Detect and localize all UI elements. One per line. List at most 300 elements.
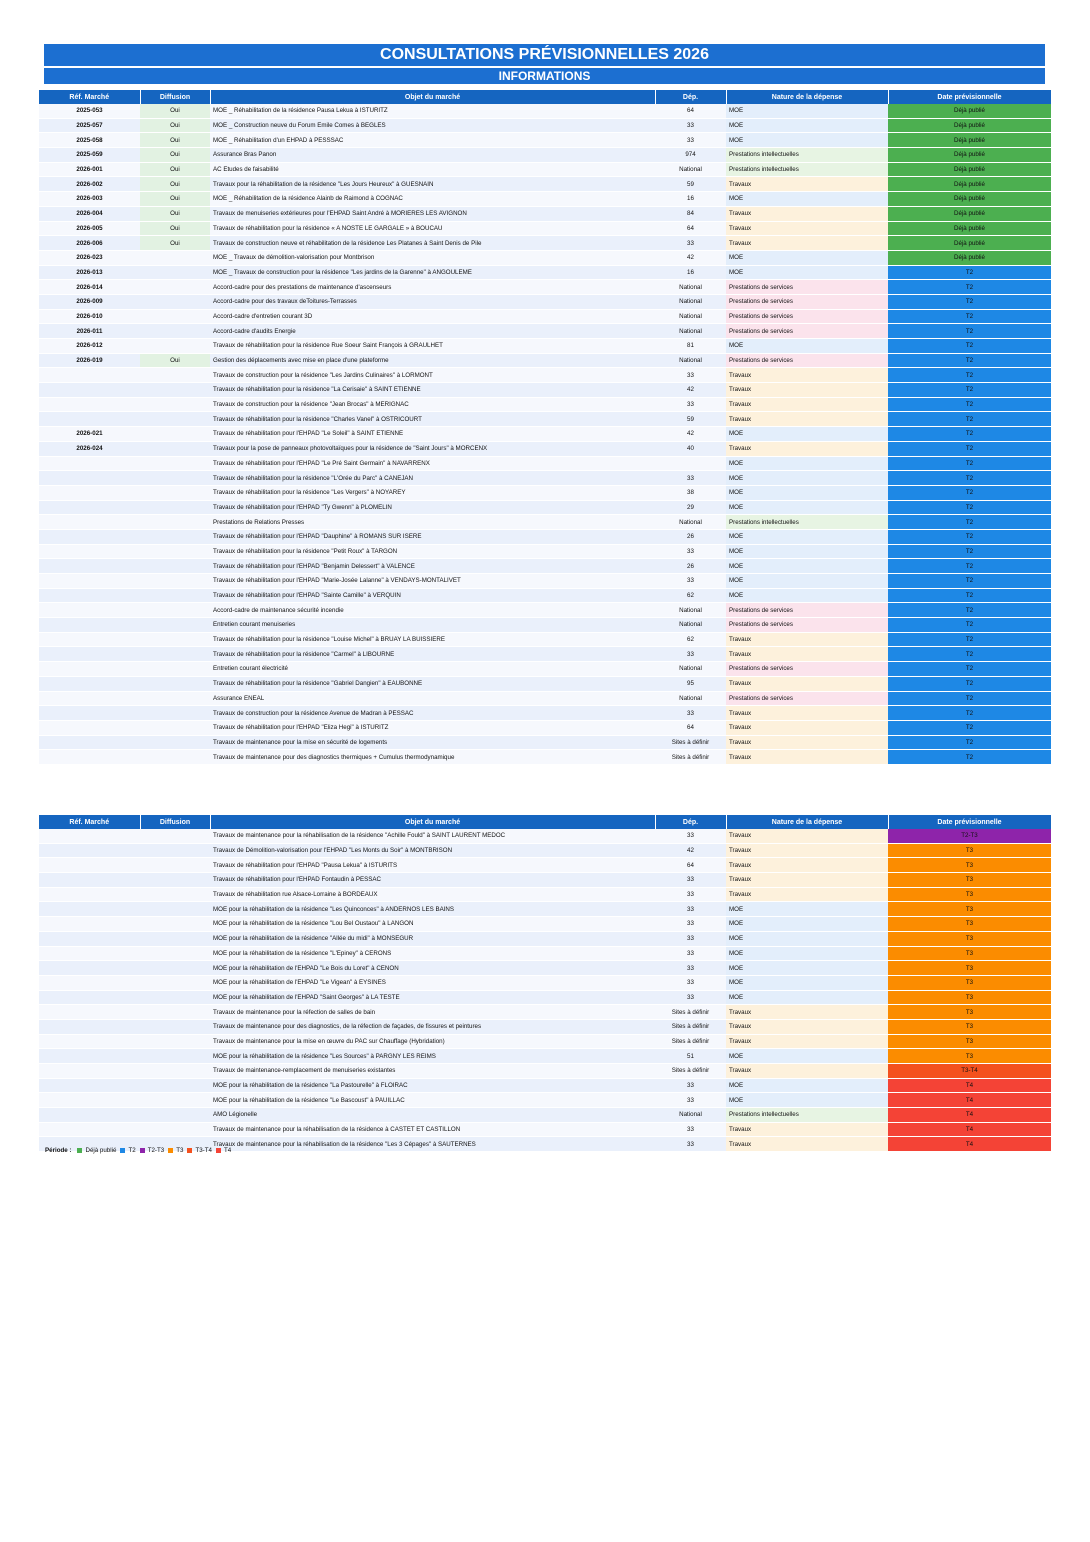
date-cell: T2 (888, 574, 1051, 589)
diffusion-cell: Oui (140, 206, 210, 221)
ref-cell (39, 632, 140, 647)
table-row[interactable] (39, 750, 1051, 765)
col-header-ref[interactable]: Réf. Marché (39, 815, 140, 829)
diffusion-cell (140, 917, 210, 932)
nature-cell: MOE (726, 961, 888, 976)
table-row[interactable] (39, 1049, 1051, 1064)
col-header-date[interactable]: Date prévisionnelle (888, 90, 1051, 104)
dep-cell: 59 (655, 412, 726, 427)
nature-cell: Travaux (726, 368, 888, 383)
date-cell: T3 (888, 1034, 1051, 1049)
objet-cell: MOE _ Réhabilitation de la résidence Pausa Lekua à ISTURITZ (210, 104, 655, 118)
table-row[interactable] (39, 676, 1051, 691)
table-row[interactable] (39, 990, 1051, 1005)
table-row[interactable] (39, 902, 1051, 917)
ref-cell (39, 990, 140, 1005)
nature-cell: Travaux (726, 676, 888, 691)
page-title: CONSULTATIONS PRÉVISIONNELLES 2026 (44, 44, 1045, 66)
objet-cell: Travaux de réhabilitation pour l'EHPAD "Eliza Hegi" à ISTURITZ (210, 720, 655, 735)
table-row[interactable] (39, 574, 1051, 589)
col-header-nature[interactable]: Nature de la dépense (726, 90, 888, 104)
col-header-diffusion[interactable]: Diffusion (140, 90, 210, 104)
table-row[interactable] (39, 917, 1051, 932)
diffusion-cell (140, 720, 210, 735)
objet-cell: Travaux de maintenance pour la réhabilisation de la résidence "Achille Fould" à SAINT LAURENT MEDOC (210, 829, 655, 843)
ref-cell (39, 397, 140, 412)
date-cell: T3 (888, 917, 1051, 932)
legend-swatch-t3t4 (187, 1148, 192, 1153)
objet-cell: Accord-cadre d'entretien courant 3D (210, 309, 655, 324)
date-cell: T2 (888, 618, 1051, 633)
table-row[interactable] (39, 735, 1051, 750)
nature-cell: Travaux (726, 1034, 888, 1049)
table-row[interactable] (39, 294, 1051, 309)
table-row[interactable] (39, 471, 1051, 486)
table-row[interactable] (39, 192, 1051, 207)
date-cell: T3 (888, 902, 1051, 917)
diffusion-cell: Oui (140, 192, 210, 207)
date-cell: T2 (888, 706, 1051, 721)
ref-cell (39, 961, 140, 976)
nature-cell: MOE (726, 1049, 888, 1064)
ref-cell (39, 1093, 140, 1108)
nature-cell: MOE (726, 946, 888, 961)
nature-cell: Prestations intellectuelles (726, 162, 888, 177)
dep-cell: National (655, 294, 726, 309)
table-row[interactable] (39, 544, 1051, 559)
dep-cell: 81 (655, 339, 726, 354)
legend-item-deja: Déjà publié (85, 1147, 117, 1154)
table-row[interactable] (39, 221, 1051, 236)
ref-cell (39, 1034, 140, 1049)
table-row[interactable] (39, 1078, 1051, 1093)
table-row[interactable] (39, 1108, 1051, 1123)
ref-cell: 2025-057 (39, 118, 140, 133)
ref-cell (39, 917, 140, 932)
table-row[interactable] (39, 427, 1051, 442)
table-row[interactable] (39, 353, 1051, 368)
date-cell: T2 (888, 588, 1051, 603)
diffusion-cell (140, 706, 210, 721)
table-row[interactable] (39, 691, 1051, 706)
diffusion-cell (140, 662, 210, 677)
objet-cell: Accord-cadre d'audits Energie (210, 324, 655, 339)
ref-cell (39, 975, 140, 990)
nature-cell: Prestations de services (726, 618, 888, 633)
table-header-row (39, 815, 1051, 829)
table-row[interactable] (39, 1019, 1051, 1034)
date-cell: T2 (888, 383, 1051, 398)
diffusion-cell (140, 383, 210, 398)
table-row[interactable] (39, 647, 1051, 662)
objet-cell: MOE pour la réhabilitation de l'EHPAD "Saint Georges" à LA TESTE (210, 990, 655, 1005)
table-row[interactable] (39, 441, 1051, 456)
dep-cell: 33 (655, 706, 726, 721)
table-row[interactable] (39, 1005, 1051, 1020)
col-header-objet[interactable]: Objet du marché (210, 90, 655, 104)
col-header-dep[interactable]: Dép. (655, 90, 726, 104)
diffusion-cell (140, 931, 210, 946)
table-row[interactable] (39, 397, 1051, 412)
objet-cell: MOE _ Travaux de démolition-valorisation pour Montbrison (210, 250, 655, 265)
ref-cell (39, 471, 140, 486)
nature-cell: MOE (726, 118, 888, 133)
ref-cell: 2025-053 (39, 104, 140, 118)
objet-cell: Travaux de réhabilitation pour l'EHPAD Fontaudin à PESSAC (210, 873, 655, 888)
dep-cell: National (655, 603, 726, 618)
date-cell: T2 (888, 691, 1051, 706)
table-row[interactable] (39, 280, 1051, 295)
col-header-nature[interactable]: Nature de la dépense (726, 815, 888, 829)
diffusion-cell (140, 1093, 210, 1108)
table-row[interactable] (39, 206, 1051, 221)
diffusion-cell (140, 975, 210, 990)
table-row[interactable] (39, 104, 1051, 118)
objet-cell: Travaux de réhabilitation pour la résidence "Carmel" à LIBOURNE (210, 647, 655, 662)
nature-cell: Travaux (726, 397, 888, 412)
dep-cell: Sites à définir (655, 1005, 726, 1020)
diffusion-cell (140, 1064, 210, 1079)
legend-swatch-t3 (168, 1148, 173, 1153)
table-row[interactable] (39, 961, 1051, 976)
table-row[interactable] (39, 236, 1051, 251)
table-row[interactable] (39, 515, 1051, 530)
objet-cell: Travaux de maintenance pour la réhabilisation de la résidence à CASTET ET CASTILLON (210, 1122, 655, 1137)
period-legend (45, 1147, 231, 1154)
objet-cell: Travaux de menuiseries extérieures pour l'EHPAD Saint André à MORIERES LES AVIGNON (210, 206, 655, 221)
objet-cell: Travaux de maintenance pour la mise en œuvre du PAC sur Chauffage (Hybridation) (210, 1034, 655, 1049)
dep-cell: 33 (655, 829, 726, 843)
table-row[interactable] (39, 456, 1051, 471)
objet-cell: Travaux de réhabilitation pour l'EHPAD "Le Soleil" à SAINT ETIENNE (210, 427, 655, 442)
dep-cell: 84 (655, 206, 726, 221)
ref-cell: 2026-010 (39, 309, 140, 324)
nature-cell: MOE (726, 427, 888, 442)
objet-cell: Gestion des déplacements avec mise en place d'une plateforme (210, 353, 655, 368)
objet-cell: Assurance ENEAL (210, 691, 655, 706)
ref-cell (39, 647, 140, 662)
dep-cell: 33 (655, 647, 726, 662)
diffusion-cell (140, 339, 210, 354)
dep-cell: National (655, 353, 726, 368)
objet-cell: Travaux de construction pour la résidence Avenue de Madran à PESSAC (210, 706, 655, 721)
nature-cell: MOE (726, 104, 888, 118)
objet-cell: Travaux pour la pose de panneaux photovoltaïques pour la résidence de "Saint Jours" à MORCENX (210, 441, 655, 456)
date-cell: T2 (888, 485, 1051, 500)
objet-cell: MOE pour la réhabilitation de la résidence "La Pastourelle" à FLOIRAC (210, 1078, 655, 1093)
nature-cell: Prestations de services (726, 662, 888, 677)
date-cell: Déjà publié (888, 250, 1051, 265)
diffusion-cell (140, 456, 210, 471)
dep-cell: National (655, 618, 726, 633)
ref-cell (39, 588, 140, 603)
nature-cell: MOE (726, 500, 888, 515)
diffusion-cell (140, 961, 210, 976)
nature-cell: Prestations de services (726, 691, 888, 706)
date-cell: T3 (888, 961, 1051, 976)
objet-cell: MOE _ Réhabilitation de la résidence Alainb de Raimond à COGNAC (210, 192, 655, 207)
table-row[interactable] (39, 485, 1051, 500)
nature-cell: Prestations intellectuelles (726, 1108, 888, 1123)
dep-cell: 33 (655, 471, 726, 486)
date-cell: T4 (888, 1108, 1051, 1123)
diffusion-cell (140, 750, 210, 765)
objet-cell: Travaux de réhabilitation pour la résidence "Petit Roux" à TARGON (210, 544, 655, 559)
dep-cell: 59 (655, 177, 726, 192)
dep-cell: 33 (655, 961, 726, 976)
nature-cell: Travaux (726, 177, 888, 192)
diffusion-cell (140, 559, 210, 574)
table-row[interactable] (39, 946, 1051, 961)
ref-cell: 2026-014 (39, 280, 140, 295)
date-cell: Déjà publié (888, 236, 1051, 251)
diffusion-cell (140, 368, 210, 383)
diffusion-cell (140, 946, 210, 961)
ref-cell (39, 706, 140, 721)
objet-cell: MOE pour la réhabilitation de la résidence "L'Epiney" à CERONS (210, 946, 655, 961)
objet-cell: Travaux de réhabilitation rue Alsace-Lorraine à BORDEAUX (210, 887, 655, 902)
objet-cell: MOE _ Travaux de construction pour la résidence "Les jardins de la Garenne" à ANGOULEME (210, 265, 655, 280)
table-row[interactable] (39, 873, 1051, 888)
dep-cell: 33 (655, 902, 726, 917)
diffusion-cell (140, 887, 210, 902)
nature-cell: MOE (726, 574, 888, 589)
table-row[interactable] (39, 858, 1051, 873)
col-header-diffusion[interactable]: Diffusion (140, 815, 210, 829)
dep-cell: 33 (655, 1093, 726, 1108)
ref-cell (39, 500, 140, 515)
ref-cell (39, 720, 140, 735)
col-header-objet[interactable]: Objet du marché (210, 815, 655, 829)
diffusion-cell (140, 647, 210, 662)
ref-cell (39, 1005, 140, 1020)
objet-cell: Travaux de maintenance pour la mise en sécurité de logements (210, 735, 655, 750)
col-header-ref[interactable]: Réf. Marché (39, 90, 140, 104)
diffusion-cell (140, 309, 210, 324)
nature-cell: Travaux (726, 383, 888, 398)
dep-cell: Sites à définir (655, 735, 726, 750)
table-row[interactable] (39, 368, 1051, 383)
diffusion-cell (140, 250, 210, 265)
dep-cell: 64 (655, 858, 726, 873)
dep-cell: 33 (655, 1078, 726, 1093)
table-row[interactable] (39, 324, 1051, 339)
table-row[interactable] (39, 265, 1051, 280)
ref-cell (39, 456, 140, 471)
diffusion-cell (140, 500, 210, 515)
diffusion-cell (140, 265, 210, 280)
nature-cell: Travaux (726, 873, 888, 888)
ref-cell (39, 1019, 140, 1034)
date-cell: T2 (888, 529, 1051, 544)
dep-cell: 42 (655, 250, 726, 265)
objet-cell: MOE pour la réhabilitation de la résidence "Allée du midi" à MONSEGUR (210, 931, 655, 946)
objet-cell: MOE _ Construction neuve du Forum Emile Comes à BEGLES (210, 118, 655, 133)
objet-cell: Accord-cadre de maintenance sécurité incendie (210, 603, 655, 618)
ref-cell: 2026-013 (39, 265, 140, 280)
table-row[interactable] (39, 309, 1051, 324)
ref-cell (39, 1064, 140, 1079)
page-subtitle: INFORMATIONS (44, 68, 1045, 84)
table-row[interactable] (39, 829, 1051, 843)
objet-cell: Travaux de réhabilitation pour la résidence "La Cerisaie" à SAINT ETIENNE (210, 383, 655, 398)
ref-cell (39, 902, 140, 917)
table-row[interactable] (39, 1093, 1051, 1108)
objet-cell: Travaux de maintenance pour des diagnostics thermiques + Cumulus thermodynamique (210, 750, 655, 765)
legend-label: Période : (45, 1147, 72, 1154)
dep-cell: 33 (655, 917, 726, 932)
ref-cell: 2026-011 (39, 324, 140, 339)
date-cell: T2 (888, 720, 1051, 735)
objet-cell: Travaux de réhabilitation pour la résidence "L'Orée du Parc" à CANEJAN (210, 471, 655, 486)
dep-cell: 42 (655, 843, 726, 858)
dep-cell: Sites à définir (655, 750, 726, 765)
date-cell: T2 (888, 471, 1051, 486)
table-row[interactable] (39, 632, 1051, 647)
table-row[interactable] (39, 250, 1051, 265)
legend-swatch-t2t3 (140, 1148, 145, 1153)
dep-cell: 62 (655, 588, 726, 603)
diffusion-cell (140, 1049, 210, 1064)
date-cell: T3 (888, 946, 1051, 961)
legend-swatch-deja (77, 1148, 82, 1153)
dep-cell: 33 (655, 931, 726, 946)
table-row[interactable] (39, 603, 1051, 618)
nature-cell: Travaux (726, 843, 888, 858)
nature-cell: MOE (726, 529, 888, 544)
table-row[interactable] (39, 662, 1051, 677)
nature-cell: Prestations intellectuelles (726, 148, 888, 163)
table-row[interactable] (39, 887, 1051, 902)
dep-cell: National (655, 309, 726, 324)
legend-item-t2: T2 (128, 1147, 136, 1154)
date-cell: T2-T3 (888, 829, 1051, 843)
dep-cell: 16 (655, 192, 726, 207)
ref-cell (39, 529, 140, 544)
date-cell: T3 (888, 887, 1051, 902)
date-cell: T2 (888, 309, 1051, 324)
diffusion-cell (140, 294, 210, 309)
objet-cell: Travaux de réhabilitation pour l'EHPAD "Ty Gwenn" à PLOMELIN (210, 500, 655, 515)
diffusion-cell: Oui (140, 118, 210, 133)
ref-cell: 2026-006 (39, 236, 140, 251)
table-row[interactable] (39, 529, 1051, 544)
diffusion-cell (140, 691, 210, 706)
table-row[interactable] (39, 177, 1051, 192)
table-row[interactable] (39, 500, 1051, 515)
diffusion-cell (140, 873, 210, 888)
objet-cell: Travaux de construction pour la résidence "Les Jardins Culinaires" à LORMONT (210, 368, 655, 383)
nature-cell: MOE (726, 975, 888, 990)
table-row[interactable] (39, 1034, 1051, 1049)
col-header-date[interactable]: Date prévisionnelle (888, 815, 1051, 829)
date-cell: T2 (888, 647, 1051, 662)
nature-cell: Travaux (726, 829, 888, 843)
nature-cell: MOE (726, 192, 888, 207)
dep-cell: 33 (655, 544, 726, 559)
date-cell: T3 (888, 1005, 1051, 1020)
table-row[interactable] (39, 931, 1051, 946)
table-row[interactable] (39, 1064, 1051, 1079)
nature-cell: Prestations de services (726, 603, 888, 618)
ref-cell (39, 676, 140, 691)
table-row[interactable] (39, 588, 1051, 603)
table-row[interactable] (39, 339, 1051, 354)
table-row[interactable] (39, 843, 1051, 858)
table-row[interactable] (39, 148, 1051, 163)
legend-swatch-t2 (120, 1148, 125, 1153)
table-row[interactable] (39, 383, 1051, 398)
nature-cell: Travaux (726, 441, 888, 456)
objet-cell: Travaux pour la réhabilitation de la résidence "Les Jours Heureux" à GUESNAIN (210, 177, 655, 192)
diffusion-cell (140, 529, 210, 544)
col-header-dep[interactable]: Dép. (655, 815, 726, 829)
table-row[interactable] (39, 559, 1051, 574)
ref-cell: 2026-012 (39, 339, 140, 354)
date-cell: T2 (888, 676, 1051, 691)
objet-cell: Travaux de réhabilitation pour la résidence Rue Soeur Saint François à GRAULHET (210, 339, 655, 354)
objet-cell: MOE pour la réhabilitation de l'EHPAD "Le Vigean" à EYSINES (210, 975, 655, 990)
table-row[interactable] (39, 706, 1051, 721)
diffusion-cell: Oui (140, 236, 210, 251)
objet-cell: MOE pour la réhabilitation de la résidence "Les Sources" à PARGNY LES REIMS (210, 1049, 655, 1064)
table-header-row (39, 90, 1051, 104)
objet-cell: Travaux de réhabilitation pour la résidence « A NOSTE LE GARGALE » à BOUCAU (210, 221, 655, 236)
ref-cell: 2026-021 (39, 427, 140, 442)
ref-cell (39, 1108, 140, 1123)
objet-cell: MOE pour la réhabilitation de la résidence "Le Bascoust" à PAUILLAC (210, 1093, 655, 1108)
table-row[interactable] (39, 1122, 1051, 1137)
table-row[interactable] (39, 975, 1051, 990)
diffusion-cell: Oui (140, 221, 210, 236)
nature-cell: MOE (726, 471, 888, 486)
date-cell: T2 (888, 735, 1051, 750)
objet-cell: MOE pour la réhabilitation de l'EHPAD "Le Bois du Loret" à CENON (210, 961, 655, 976)
nature-cell: MOE (726, 1093, 888, 1108)
dep-cell: Sites à définir (655, 1064, 726, 1079)
dep-cell: 51 (655, 1049, 726, 1064)
date-cell: T2 (888, 265, 1051, 280)
date-cell: Déjà publié (888, 192, 1051, 207)
objet-cell: Assurance Bras Panon (210, 148, 655, 163)
table-row[interactable] (39, 162, 1051, 177)
objet-cell: Travaux de maintenance pour la réfection de salles de bain (210, 1005, 655, 1020)
ref-cell: 2026-005 (39, 221, 140, 236)
table-row[interactable] (39, 720, 1051, 735)
dep-cell: 16 (655, 265, 726, 280)
dep-cell: Sites à définir (655, 1019, 726, 1034)
nature-cell: Travaux (726, 221, 888, 236)
table-row[interactable] (39, 618, 1051, 633)
consultations-table-2 (39, 815, 1052, 1152)
table-row[interactable] (39, 118, 1051, 133)
diffusion-cell (140, 280, 210, 295)
nature-cell: MOE (726, 902, 888, 917)
dep-cell: National (655, 1108, 726, 1123)
nature-cell: Prestations de services (726, 353, 888, 368)
date-cell: T2 (888, 294, 1051, 309)
table-row[interactable] (39, 412, 1051, 427)
date-cell: T2 (888, 441, 1051, 456)
table-row[interactable] (39, 133, 1051, 148)
nature-cell: MOE (726, 1078, 888, 1093)
diffusion-cell (140, 1019, 210, 1034)
nature-cell: MOE (726, 133, 888, 148)
date-cell: Déjà publié (888, 118, 1051, 133)
legend-swatch-t4 (216, 1148, 221, 1153)
diffusion-cell (140, 544, 210, 559)
legend-item-t2t3: T2-T3 (147, 1147, 165, 1154)
